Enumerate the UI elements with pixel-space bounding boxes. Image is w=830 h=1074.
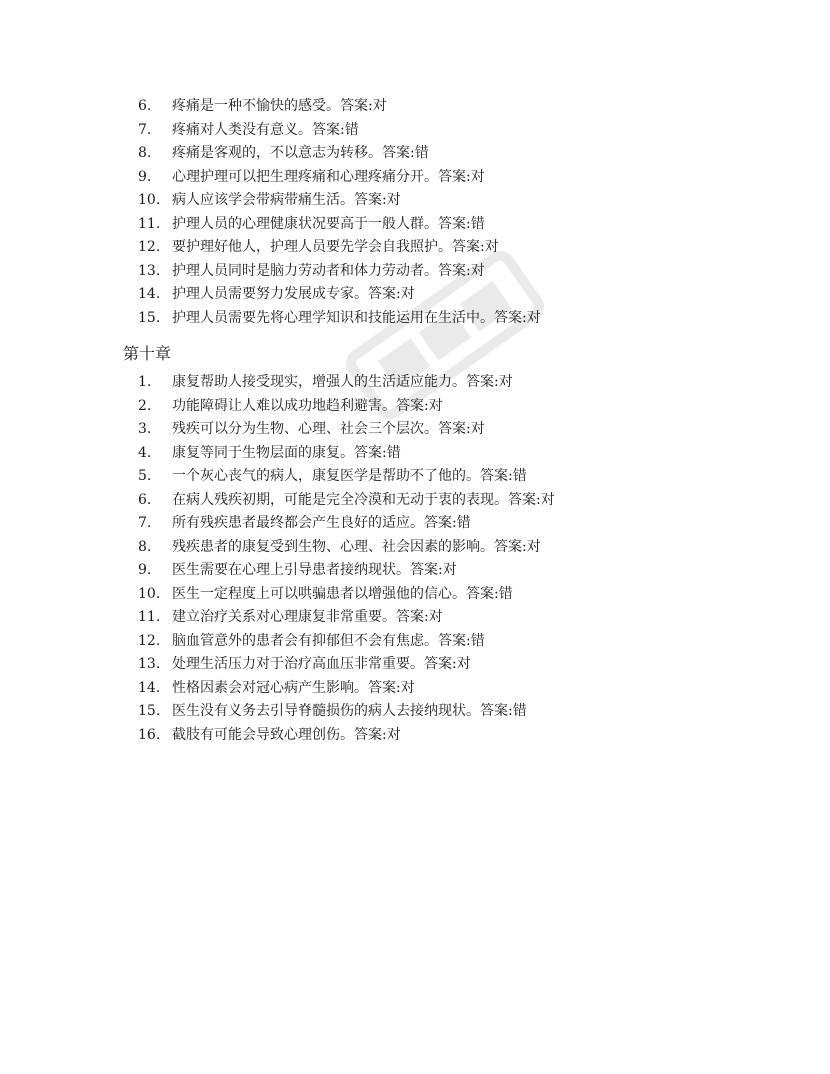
item-number: 16. [138, 726, 161, 743]
list-item [0, 418, 830, 442]
list-item [0, 260, 830, 284]
item-number: 10. [138, 585, 161, 602]
item-text: 医生没有义务去引导脊髓损伤的病人去接纳现状。答案:错 [172, 703, 527, 719]
question-list-previous-chapter [0, 95, 830, 330]
item-text: 性格因素会对冠心病产生影响。答案:对 [172, 679, 415, 696]
item-text: 护理人员同时是脑力劳动者和体力劳动者。答案:对 [172, 262, 485, 279]
item-number: 15. [138, 309, 161, 326]
list-item [0, 653, 830, 677]
item-number: 8. [138, 538, 152, 555]
list-item [0, 283, 830, 307]
list-item [0, 700, 830, 724]
item-text: 康复等同于生物层面的康复。答案:错 [172, 444, 401, 461]
item-number: 11. [138, 215, 161, 232]
list-item [0, 119, 830, 143]
item-number: 10. [138, 192, 161, 208]
item-text: 所有残疾患者最终都会产生良好的适应。答案:错 [172, 515, 471, 531]
item-number: 14. [138, 679, 161, 696]
item-number: 7. [138, 515, 152, 531]
list-item [0, 583, 830, 607]
list-item [0, 95, 830, 119]
chapter-heading: 第十章 [123, 344, 172, 363]
list-item [0, 606, 830, 630]
item-text: 残疾可以分为生物、心理、社会三个层次。答案:对 [172, 421, 485, 437]
list-item [0, 213, 830, 237]
list-item [0, 465, 830, 489]
list-item [0, 142, 830, 166]
item-number: 11. [138, 609, 161, 625]
item-number: 5. [138, 468, 152, 484]
item-number: 13. [138, 262, 161, 279]
item-number: 6. [138, 98, 152, 114]
item-number: 9. [138, 168, 152, 185]
list-item [0, 559, 830, 583]
item-text: 护理人员需要先将心理学知识和技能运用在生活中。答案:对 [172, 309, 541, 326]
item-text: 在病人残疾初期，可能是完全冷漠和无动于衷的表现。答案:对 [172, 491, 555, 508]
item-text: 残疾患者的康复受到生物、心理、社会因素的影响。答案:对 [172, 538, 541, 555]
list-item [0, 189, 830, 213]
item-text: 疼痛是客观的，不以意志为转移。答案:错 [172, 145, 429, 161]
item-text: 护理人员的心理健康状况要高于一般人群。答案:错 [172, 215, 485, 232]
item-text: 康复帮助人接受现实，增强人的生活适应能力。答案:对 [172, 374, 513, 390]
item-number: 12. [138, 632, 161, 649]
item-number: 4. [138, 444, 152, 461]
list-item [0, 307, 830, 331]
item-text: 病人应该学会带病带痛生活。答案:对 [172, 192, 401, 208]
list-item [0, 512, 830, 536]
list-item [0, 677, 830, 701]
item-text: 一个灰心丧气的病人，康复医学是帮助不了他的。答案:错 [172, 468, 527, 484]
list-item [0, 442, 830, 466]
list-item [0, 166, 830, 190]
item-text: 截肢有可能会导致心理创伤。答案:对 [172, 726, 401, 743]
list-item [0, 395, 830, 419]
item-number: 7. [138, 121, 152, 138]
item-text: 疼痛对人类没有意义。答案:错 [172, 121, 359, 138]
item-number: 12. [138, 239, 161, 255]
item-text: 要护理好他人，护理人员要先学会自我照护。答案:对 [172, 239, 499, 255]
list-item [0, 371, 830, 395]
item-number: 14. [138, 286, 161, 302]
item-number: 1. [138, 374, 152, 390]
item-number: 9. [138, 562, 152, 578]
item-number: 8. [138, 145, 152, 161]
item-number: 3. [138, 421, 152, 437]
question-list-chapter-ten [0, 371, 830, 747]
item-text: 护理人员需要努力发展成专家。答案:对 [172, 286, 415, 302]
item-text: 脑血管意外的患者会有抑郁但不会有焦虑。答案:错 [172, 632, 485, 649]
item-number: 2. [138, 397, 152, 414]
list-item [0, 724, 830, 748]
item-text: 处理生活压力对于治疗高血压非常重要。答案:对 [172, 656, 471, 672]
item-number: 13. [138, 656, 161, 672]
list-item [0, 489, 830, 513]
list-item [0, 630, 830, 654]
list-item [0, 536, 830, 560]
list-item [0, 236, 830, 260]
item-text: 疼痛是一种不愉快的感受。答案:对 [172, 98, 387, 114]
item-text: 医生一定程度上可以哄骗患者以增强他的信心。答案:错 [172, 585, 513, 602]
item-number: 15. [138, 703, 161, 719]
item-text: 医生需要在心理上引导患者接纳现状。答案:对 [172, 562, 457, 578]
item-number: 6. [138, 491, 152, 508]
item-text: 功能障碍让人难以成功地趋利避害。答案:对 [172, 397, 443, 414]
item-text: 心理护理可以把生理疼痛和心理疼痛分开。答案:对 [172, 168, 485, 185]
item-text: 建立治疗关系对心理康复非常重要。答案:对 [172, 609, 443, 625]
